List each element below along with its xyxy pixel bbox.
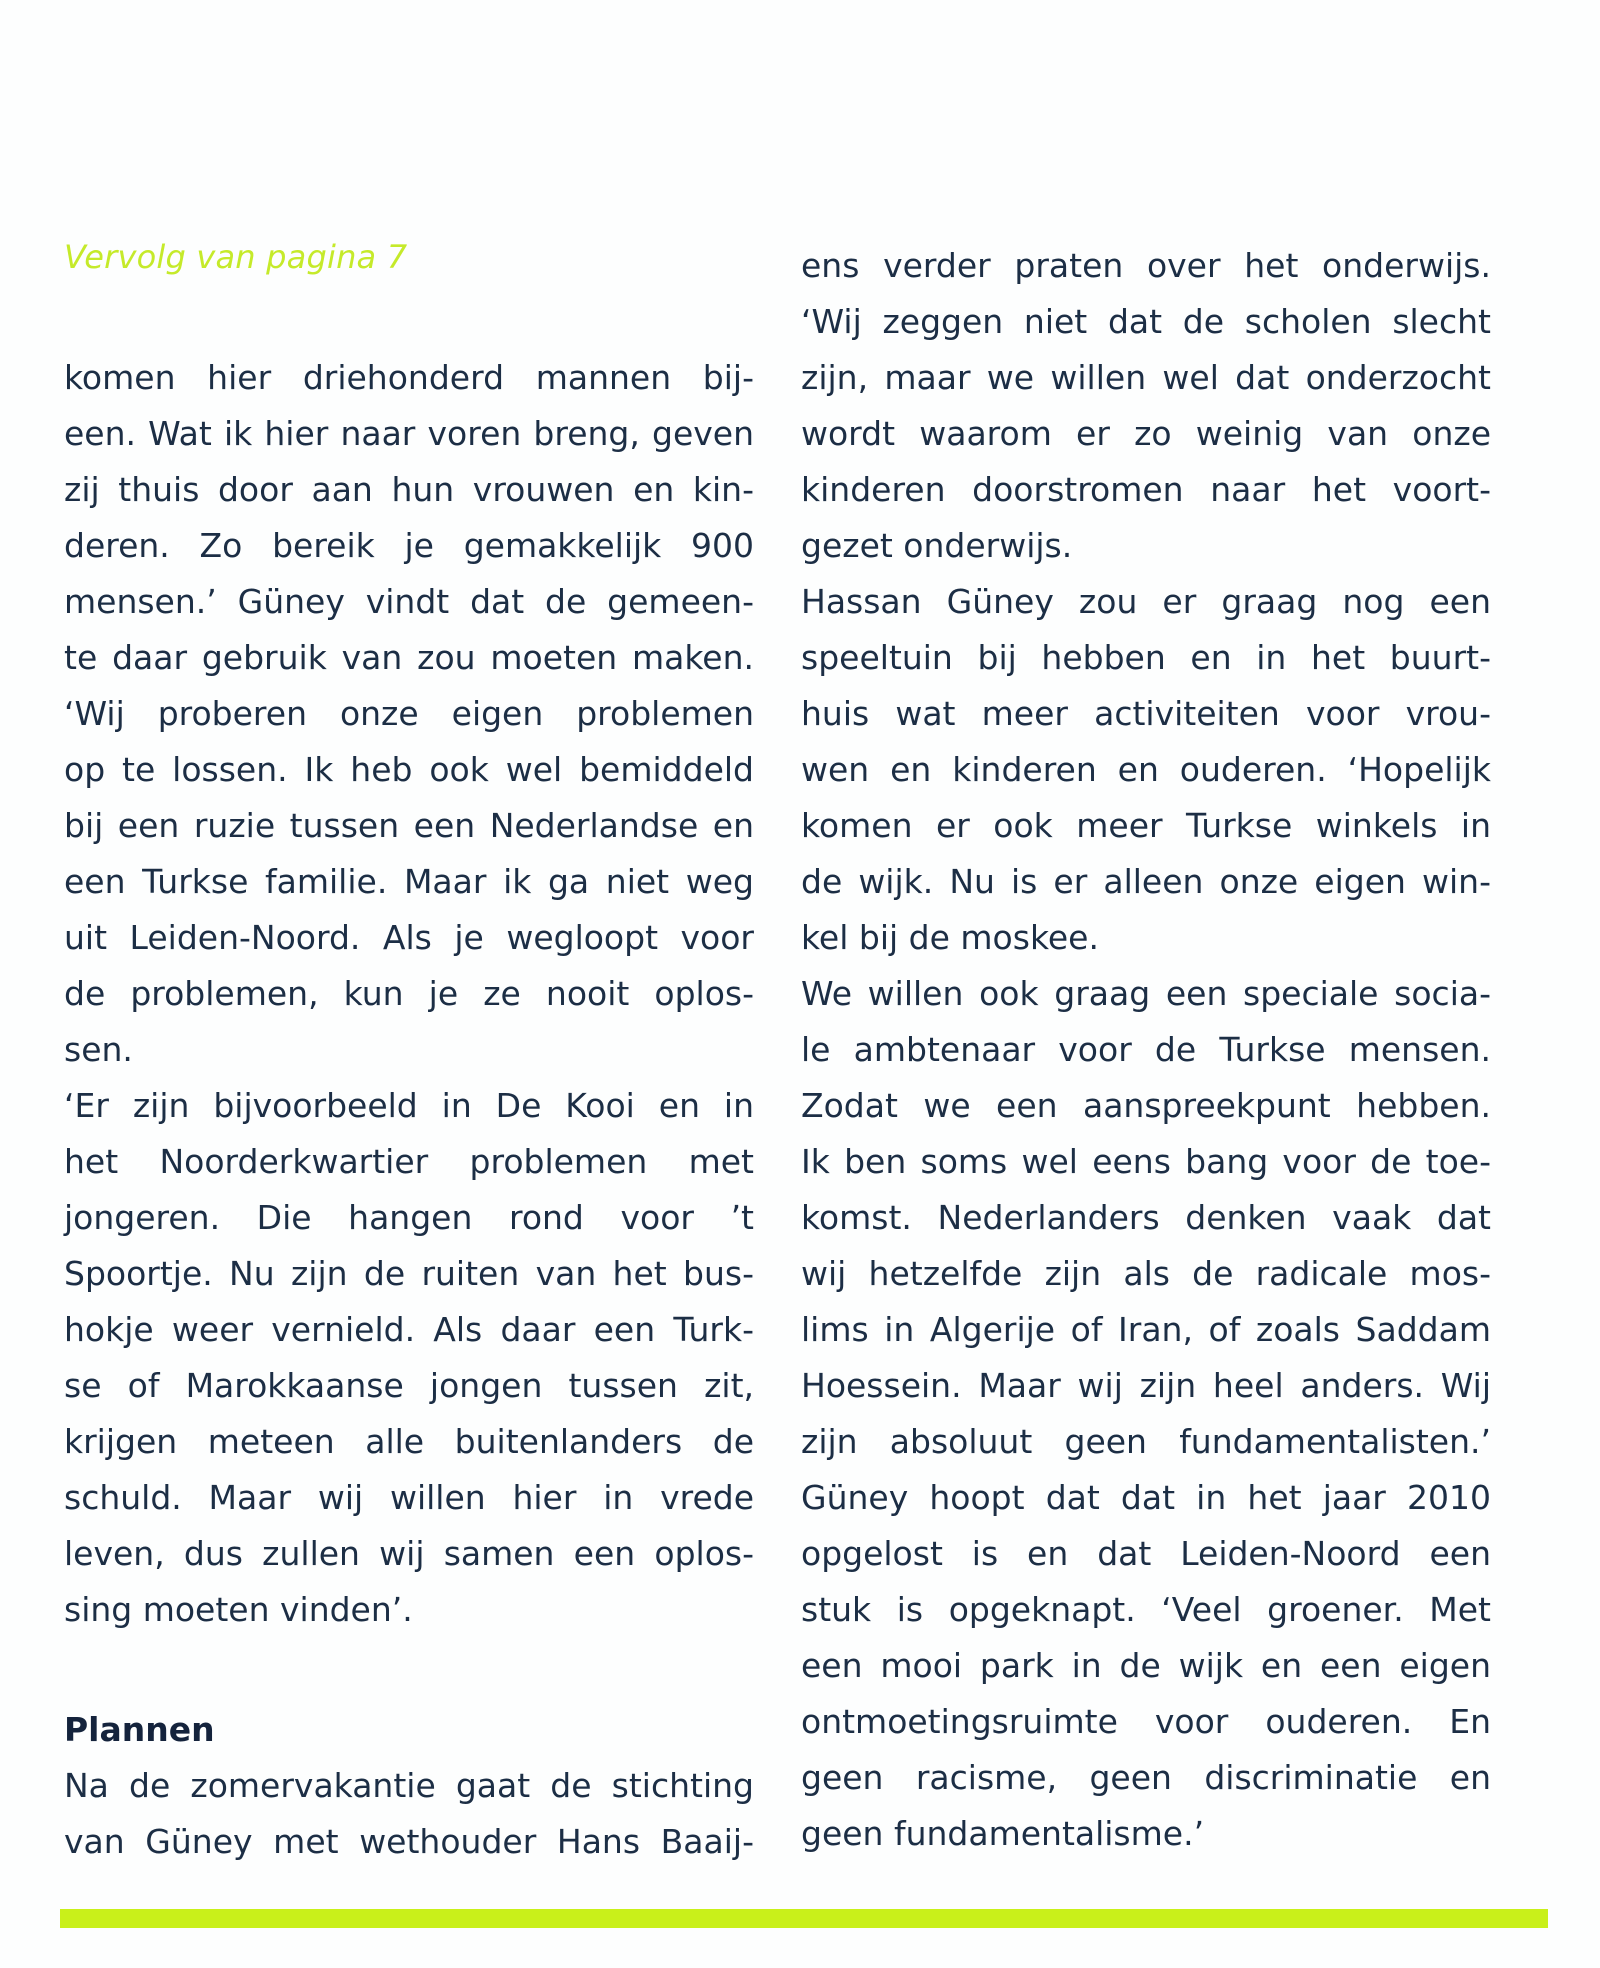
body-text-line: zijn absoluut geen fundamentalisten.’ xyxy=(801,1422,1491,1461)
body-text-line: geen fundamentalisme.’ xyxy=(801,1814,1205,1853)
body-text-line: jongeren. Die hangen rond voor ’t xyxy=(64,1198,754,1237)
body-text-line: Ik ben soms wel eens bang voor de toe- xyxy=(801,1142,1491,1181)
body-text-line: een Turkse familie. Maar ik ga niet weg xyxy=(64,862,754,901)
body-text-line: opgelost is en dat Leiden-Noord een xyxy=(801,1534,1491,1573)
body-text-line: ‘Wij proberen onze eigen problemen xyxy=(64,694,754,733)
body-text-line: mensen.’ Güney vindt dat de gemeen- xyxy=(64,582,754,621)
body-text-line: van Güney met wethouder Hans Baaij- xyxy=(64,1822,754,1861)
body-text-line: se of Marokkaanse jongen tussen zit, xyxy=(64,1366,754,1405)
body-text-line: Hoessein. Maar wij zijn heel anders. Wij xyxy=(801,1366,1491,1405)
body-text-line: lims in Algerije of Iran, of zoals Saddam xyxy=(801,1310,1491,1349)
body-text-line: We willen ook graag een speciale socia- xyxy=(801,974,1491,1013)
body-text-line: Zodat we een aanspreekpunt hebben. xyxy=(801,1086,1491,1125)
body-text-line: Spoortje. Nu zijn de ruiten van het bus- xyxy=(64,1254,754,1293)
body-text-line: het Noorderkwartier problemen met xyxy=(64,1142,754,1181)
body-text-line: stuk is opgeknapt. ‘Veel groener. Met xyxy=(801,1590,1491,1629)
body-text-line: Güney hoopt dat dat in het jaar 2010 xyxy=(801,1478,1491,1517)
body-text-line: komen er ook meer Turkse winkels in xyxy=(801,806,1491,845)
body-text-line: ‘Er zijn bijvoorbeeld in De Kooi en in xyxy=(64,1086,754,1125)
body-text-line: le ambtenaar voor de Turkse mensen. xyxy=(801,1030,1491,1069)
body-text-line: komst. Nederlanders denken vaak dat xyxy=(801,1198,1491,1237)
body-text-line: gezet onderwijs. xyxy=(801,526,1073,565)
body-text-line: hokje weer vernield. Als daar een Turk- xyxy=(64,1310,754,1349)
body-text-line: schuld. Maar wij willen hier in vrede xyxy=(64,1478,754,1517)
body-text-line: leven, dus zullen wij samen een oplos- xyxy=(64,1534,754,1573)
body-text-line: ens verder praten over het onderwijs. xyxy=(801,246,1491,285)
body-text-line: deren. Zo bereik je gemakkelijk 900 xyxy=(64,526,754,565)
body-text-line: geen racisme, geen discriminatie en xyxy=(801,1758,1491,1797)
body-text-line: wij hetzelfde zijn als de radicale mos- xyxy=(801,1254,1491,1293)
body-text-line: Na de zomervakantie gaat de stichting xyxy=(64,1766,754,1805)
body-text-line: een. Wat ik hier naar voren breng, geven xyxy=(64,414,754,453)
body-text-line: ‘Wij zeggen niet dat de scholen slecht xyxy=(801,302,1491,341)
body-text-line: kinderen doorstromen naar het voort- xyxy=(801,470,1491,509)
body-text-line: Hassan Güney zou er graag nog een xyxy=(801,582,1491,621)
body-text-line: krijgen meteen alle buitenlanders de xyxy=(64,1422,754,1461)
body-text-line: sen. xyxy=(64,1030,133,1069)
body-text-line: een mooi park in de wijk en een eigen xyxy=(801,1646,1491,1685)
body-text-line: bij een ruzie tussen een Nederlandse en xyxy=(64,806,754,845)
body-text-line: ontmoetingsruimte voor ouderen. En xyxy=(801,1702,1491,1741)
continued-from-label: Vervolg van pagina 7 xyxy=(64,238,408,276)
body-text-line: speeltuin bij hebben en in het buurt- xyxy=(801,638,1491,677)
body-text-line: kel bij de moskee. xyxy=(801,918,1099,957)
body-text-line: uit Leiden-Noord. Als je wegloopt voor xyxy=(64,918,754,957)
body-text-line: wordt waarom er zo weinig van onze xyxy=(801,414,1491,453)
body-text-line: komen hier driehonderd mannen bij- xyxy=(64,358,754,397)
body-text-line: wen en kinderen en ouderen. ‘Hopelijk xyxy=(801,750,1491,789)
body-text-line: op te lossen. Ik heb ook wel bemiddeld xyxy=(64,750,754,789)
body-text-line: te daar gebruik van zou moeten maken. xyxy=(64,638,754,677)
body-text-line: huis wat meer activiteiten voor vrou- xyxy=(801,694,1491,733)
body-text-line: zij thuis door aan hun vrouwen en kin- xyxy=(64,470,754,509)
footer-accent-rule xyxy=(60,1909,1548,1928)
body-text-line: sing moeten vinden’. xyxy=(64,1590,413,1629)
body-text-line: de problemen, kun je ze nooit oplos- xyxy=(64,974,754,1013)
body-text-line: de wijk. Nu is er alleen onze eigen win- xyxy=(801,862,1491,901)
body-text-line: zijn, maar we willen wel dat onderzocht xyxy=(801,358,1491,397)
section-heading-plannen: Plannen xyxy=(64,1710,215,1749)
